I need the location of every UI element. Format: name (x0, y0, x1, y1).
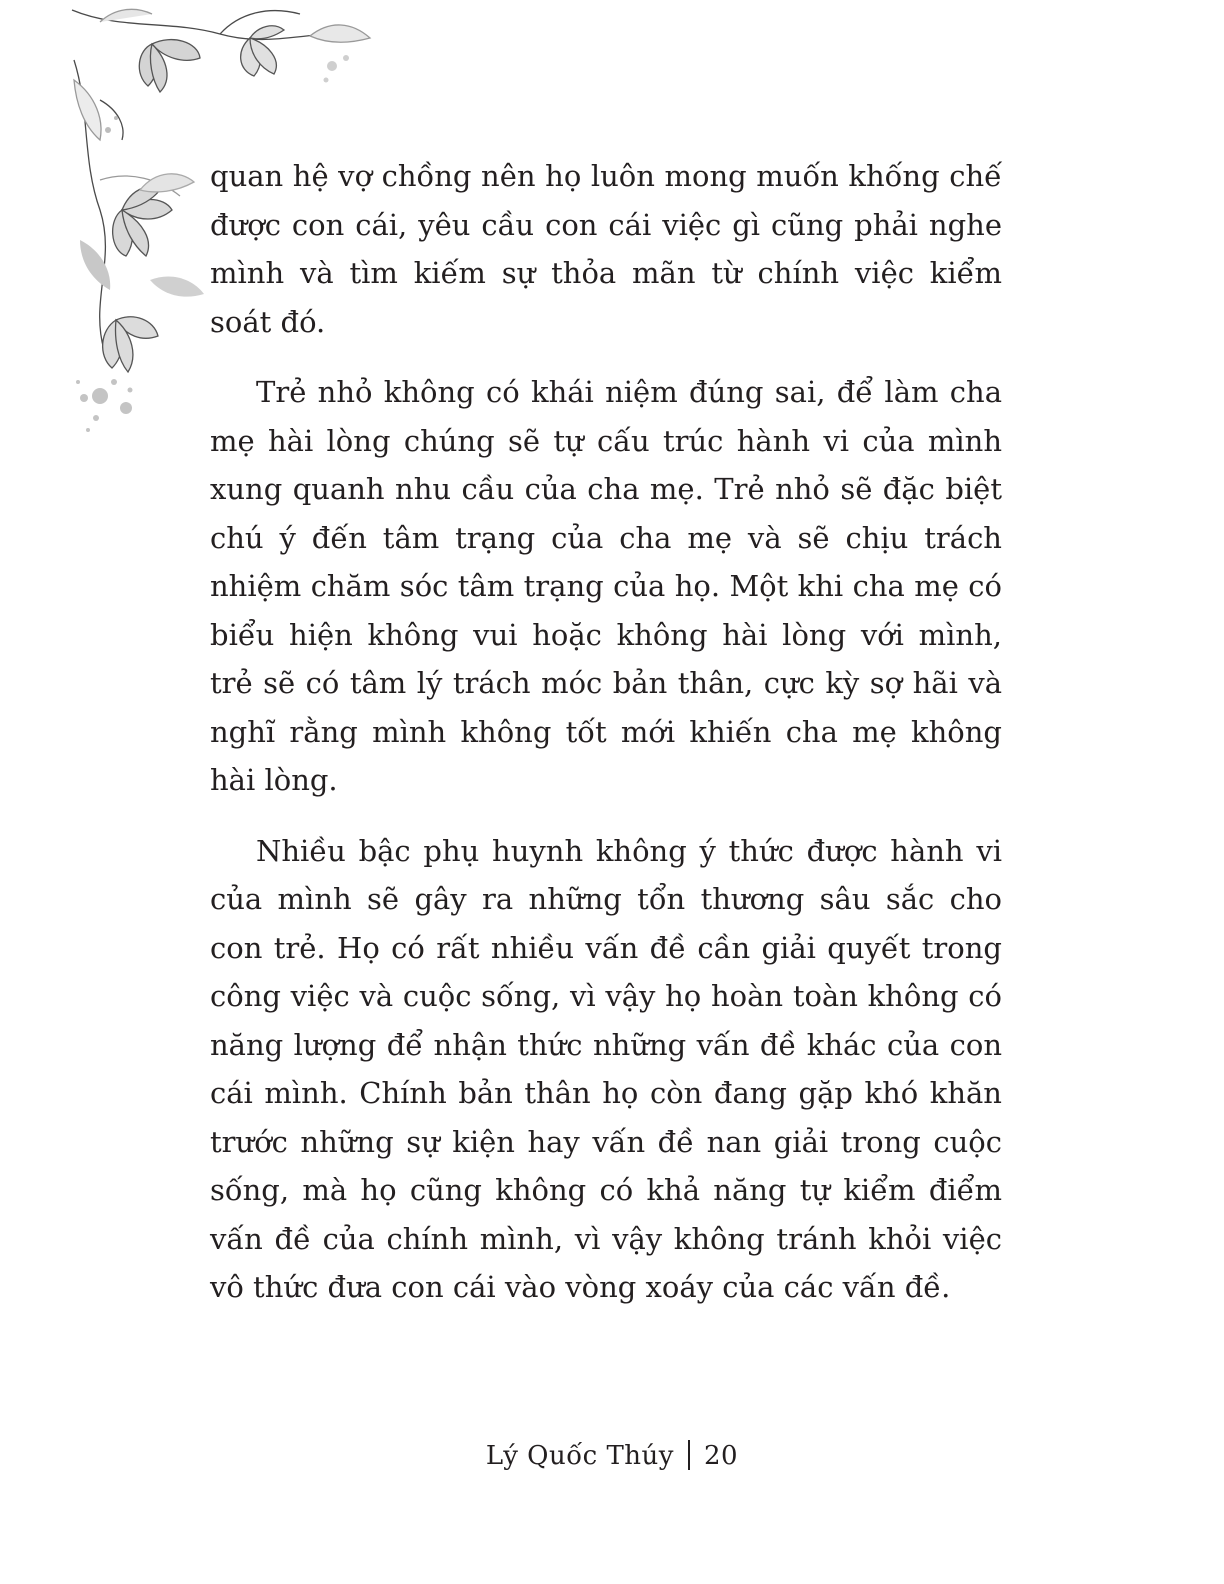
paragraph-3: Nhiều bậc phụ huynh không ý thức được hành vi của mình sẽ gây ra những tổn thương sâu sắc cho con trẻ. Họ có rất nhiều vấn đề cần giải quyết trong công việc và cuộc sống, vì vậy họ hoàn toàn không có năng lượng để nhận thức những vấn đề khác của con cái mình. Chính bản thân họ còn đang gặp khó khăn trước những sự kiện hay vấn đề nan giải trong cuộc sống, mà họ cũng không có khả năng tự kiểm điểm vấn đề của chính mình, vì vậy không tránh khỏi việc vô thức đưa con cái vào vòng xoáy của các vấn đề. (210, 833, 1002, 1304)
footer-author: Lý Quốc Thúy (485, 1441, 674, 1471)
body-text (210, 152, 1002, 1334)
paragraph-2: Trẻ nhỏ không có khái niệm đúng sai, để làm cha mẹ hài lòng chúng sẽ tự cấu trúc hành vi của mình xung quanh nhu cầu của cha mẹ. Trẻ nhỏ sẽ đặc biệt chú ý đến tâm trạng của cha mẹ và sẽ chịu trách nhiệm chăm sóc tâm trạng của họ. Một khi cha mẹ có biểu hiện không vui hoặc không hài lòng với mình, trẻ sẽ có tâm lý trách móc bản thân, cực kỳ sợ hãi và nghĩ rằng mình không tốt mới khiến cha mẹ không hài lòng. (210, 375, 1002, 797)
page-number: 20 (703, 1441, 739, 1471)
page-footer (0, 1440, 1224, 1471)
paragraph-1: quan hệ vợ chồng nên họ luôn mong muốn khống chế được con cái, yêu cầu con cái việc gì cũng phải nghe mình và tìm kiếm sự thỏa mãn từ chính việc kiểm soát đó. (210, 159, 1002, 339)
footer-separator (688, 1440, 690, 1470)
